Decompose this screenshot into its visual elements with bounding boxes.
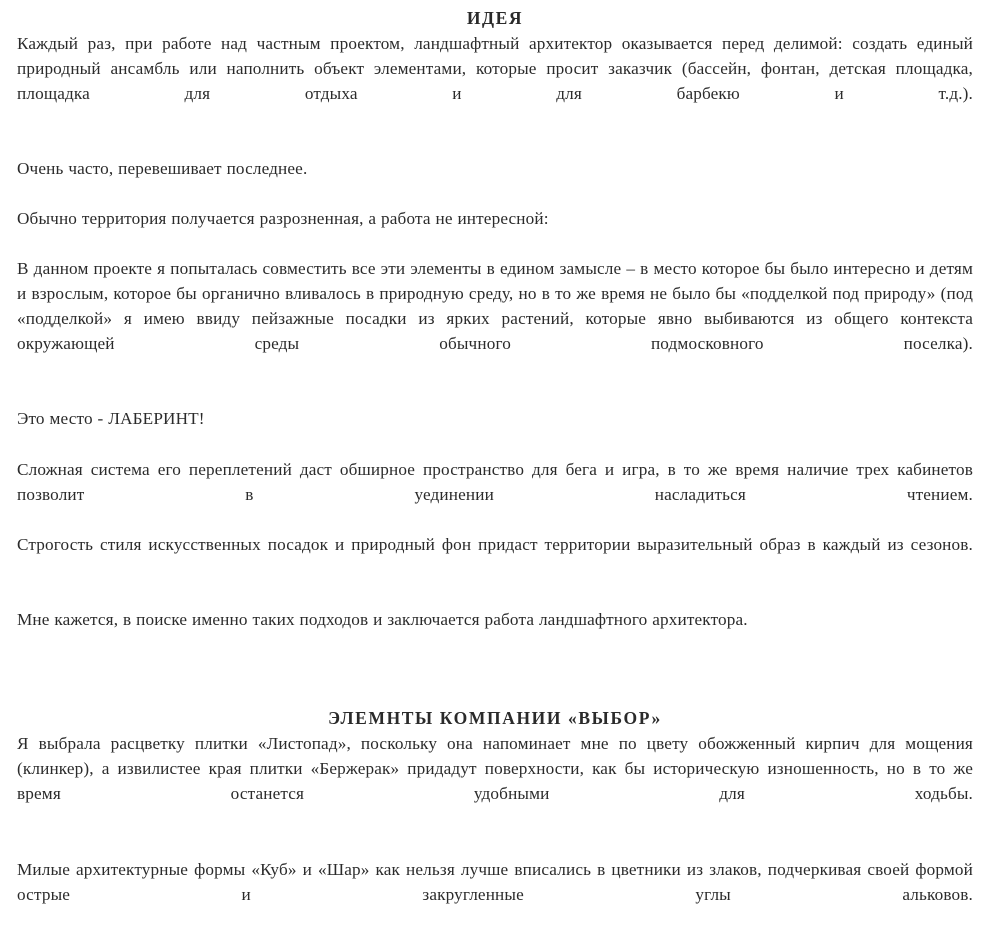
paragraph-spacer	[17, 582, 973, 607]
paragraph-spacer	[17, 831, 973, 857]
section-ideya	[17, 6, 973, 632]
paragraph-ideya-2: Очень часто, перевешивает последнее.	[17, 159, 308, 178]
paragraph-ideya-3: Обычно территория получается разрозненная, а работа не интересной:	[17, 209, 549, 228]
paragraph-spacer	[17, 381, 973, 406]
paragraph-ideya-labyrinth: Это место - ЛАБЕРИНТ!	[17, 409, 205, 428]
paragraph-ideya-5: Сложная система его переплетений даст обширное пространство для бега и игра, в то же время наличие трех кабинетов позволит в уединении насладиться чтением.	[17, 460, 973, 504]
paragraph-ideya-6: Строгость стиля искусственных посадок и природный фон придаст территории выразительный образ в каждый из сезонов.	[17, 535, 973, 554]
document-content	[17, 6, 973, 932]
paragraph-spacer	[17, 231, 973, 256]
paragraph-spacer	[17, 431, 973, 457]
section-heading-ideya: ИДЕЯ	[466, 8, 524, 28]
paragraph-vybor-2: Милые архитектурные формы «Куб» и «Шар» как нельзя лучше вписались в цветники из злаков, подчеркивая своей формой острые и закругленные углы альковов.	[17, 860, 973, 904]
paragraph-ideya-7: Мне кажется, в поиске именно таких подходов и заключается работа ландшафтного архитектора.	[17, 610, 748, 629]
paragraph-ideya-1: Каждый раз, при работе над частным проектом, ландшафтный архитектор оказывается перед делимой: создать единый природный ансамбль или наполнить объект элементами, которые просит заказчик (бассейн, фонтан, детская площадка, площадка для отдыха и для барбекю и т.д.).	[17, 34, 973, 103]
section-heading-elementy-vybor: ЭЛЕМНТЫ КОМПАНИИ «ВЫБОР»	[328, 708, 662, 728]
paragraph-ideya-4: В данном проекте я попыталась совместить все эти элементы в едином замысле – в место которое бы было интересно и детям и взрослым, которое бы органично вливалось в природную среду, но в то же время не было бы «подделкой под природу» (под «подделкой» я имею ввиду пейзажные посадки из ярких растений, которые явно выбиваются из общего контекста окружающей среды обычного подмосковного поселка).	[17, 259, 973, 353]
section-elementy-vybor	[17, 706, 973, 932]
section-spacer	[17, 632, 973, 706]
paragraph-spacer	[17, 131, 973, 156]
paragraph-spacer	[17, 181, 973, 206]
paragraph-vybor-1: Я выбрала расцветку плитки «Листопад», поскольку она напоминает мне по цвету обожженный кирпич для мощения (клинкер), а извилистее края плитки «Бержерак» придадут поверхности, как бы историческую изношенность, но в то же время останется удобными для ходьбы.	[17, 734, 973, 803]
